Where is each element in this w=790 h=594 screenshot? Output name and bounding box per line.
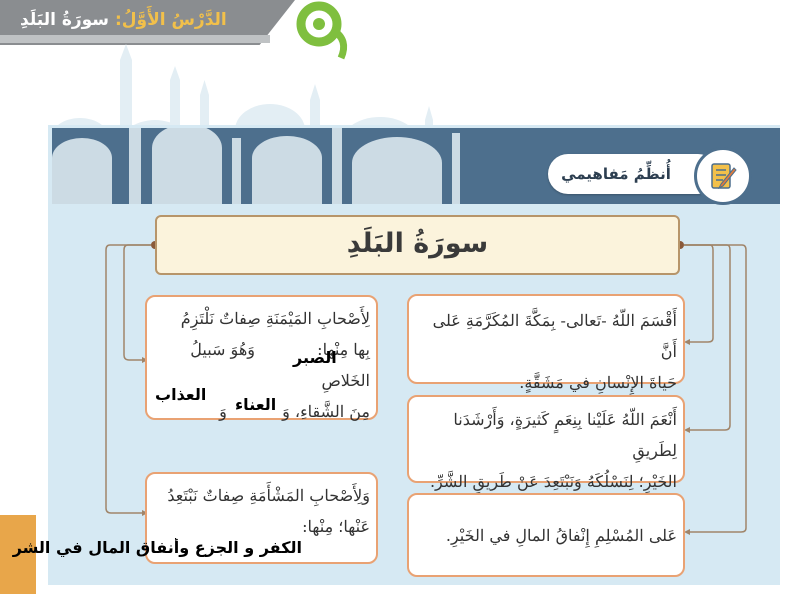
- left-card-1-line-2-start: بِها مِنْها:: [317, 340, 370, 359]
- right-card-1-line-1: أَقْسَمَ اللّهُ -تَعالى- بِمَكَّةَ المُكَرَّمَةِ عَلى أَنَّ: [432, 311, 677, 361]
- right-card-2-line-2: الخَيْرِ؛ لِنَسْلُكَهُ وَنَبْتَعِدَ عَنْ طَريقِ الشَّرِّ.: [429, 472, 677, 491]
- right-card-1-line-2: حَياةَ الإِنْسانِ في مَشَقَّةٍ.: [519, 373, 677, 392]
- right-card-3-line-1: عَلى المُسْلِمِ إِنْفاقُ المالِ في الخَيْرِ.: [445, 526, 677, 545]
- concept-tab-label: أُنظِّمُ مَفاهيمي: [561, 165, 671, 183]
- left-card-2-line-1: وَلِأَصْحابِ المَشْأَمَةِ صِفاتٌ نَبْتَعِدُ: [167, 486, 370, 505]
- lesson-name: سورَةُ البَلَدِ: [20, 10, 110, 30]
- right-card-3-text: [415, 520, 677, 551]
- left-card-1-line-2-end: وَهُوَ سَبيلُ الخَلاصِ: [190, 340, 370, 390]
- answer-anaa: العناء: [235, 395, 277, 414]
- diagram-title: سورَةُ البَلَدِ: [346, 228, 489, 259]
- left-card-1-line-3-and: وَ: [219, 402, 227, 421]
- left-card-2-text: [153, 480, 370, 542]
- left-card-1-line-1: لِأَصْحابِ المَيْمَنَةِ صِفاتٌ نَلْتَزِمُ: [180, 309, 370, 328]
- lesson-number: الدَّرْسُ الأَوَّلُ:: [114, 10, 227, 30]
- right-card-2-line-1: أَنْعَمَ اللّهُ عَلَيْنا بِنِعَمٍ كَثيرَةٍ، وَأَرْشَدَنا لِطَريقِ: [453, 410, 677, 460]
- left-card-2-line-2: عَنْها؛ مِنْها:: [302, 517, 370, 536]
- answer-bottom: الكفر و الجزع وأنفاق المال في الشر: [12, 538, 302, 557]
- right-card-1-text: [415, 305, 677, 398]
- left-card-1-line-3-start: مِنَ الشَّقاءِ، وَ: [282, 402, 370, 421]
- answer-sabr: الصبر: [293, 348, 337, 367]
- right-card-2-text: [415, 404, 677, 497]
- answer-adhab: العذاب: [155, 385, 207, 404]
